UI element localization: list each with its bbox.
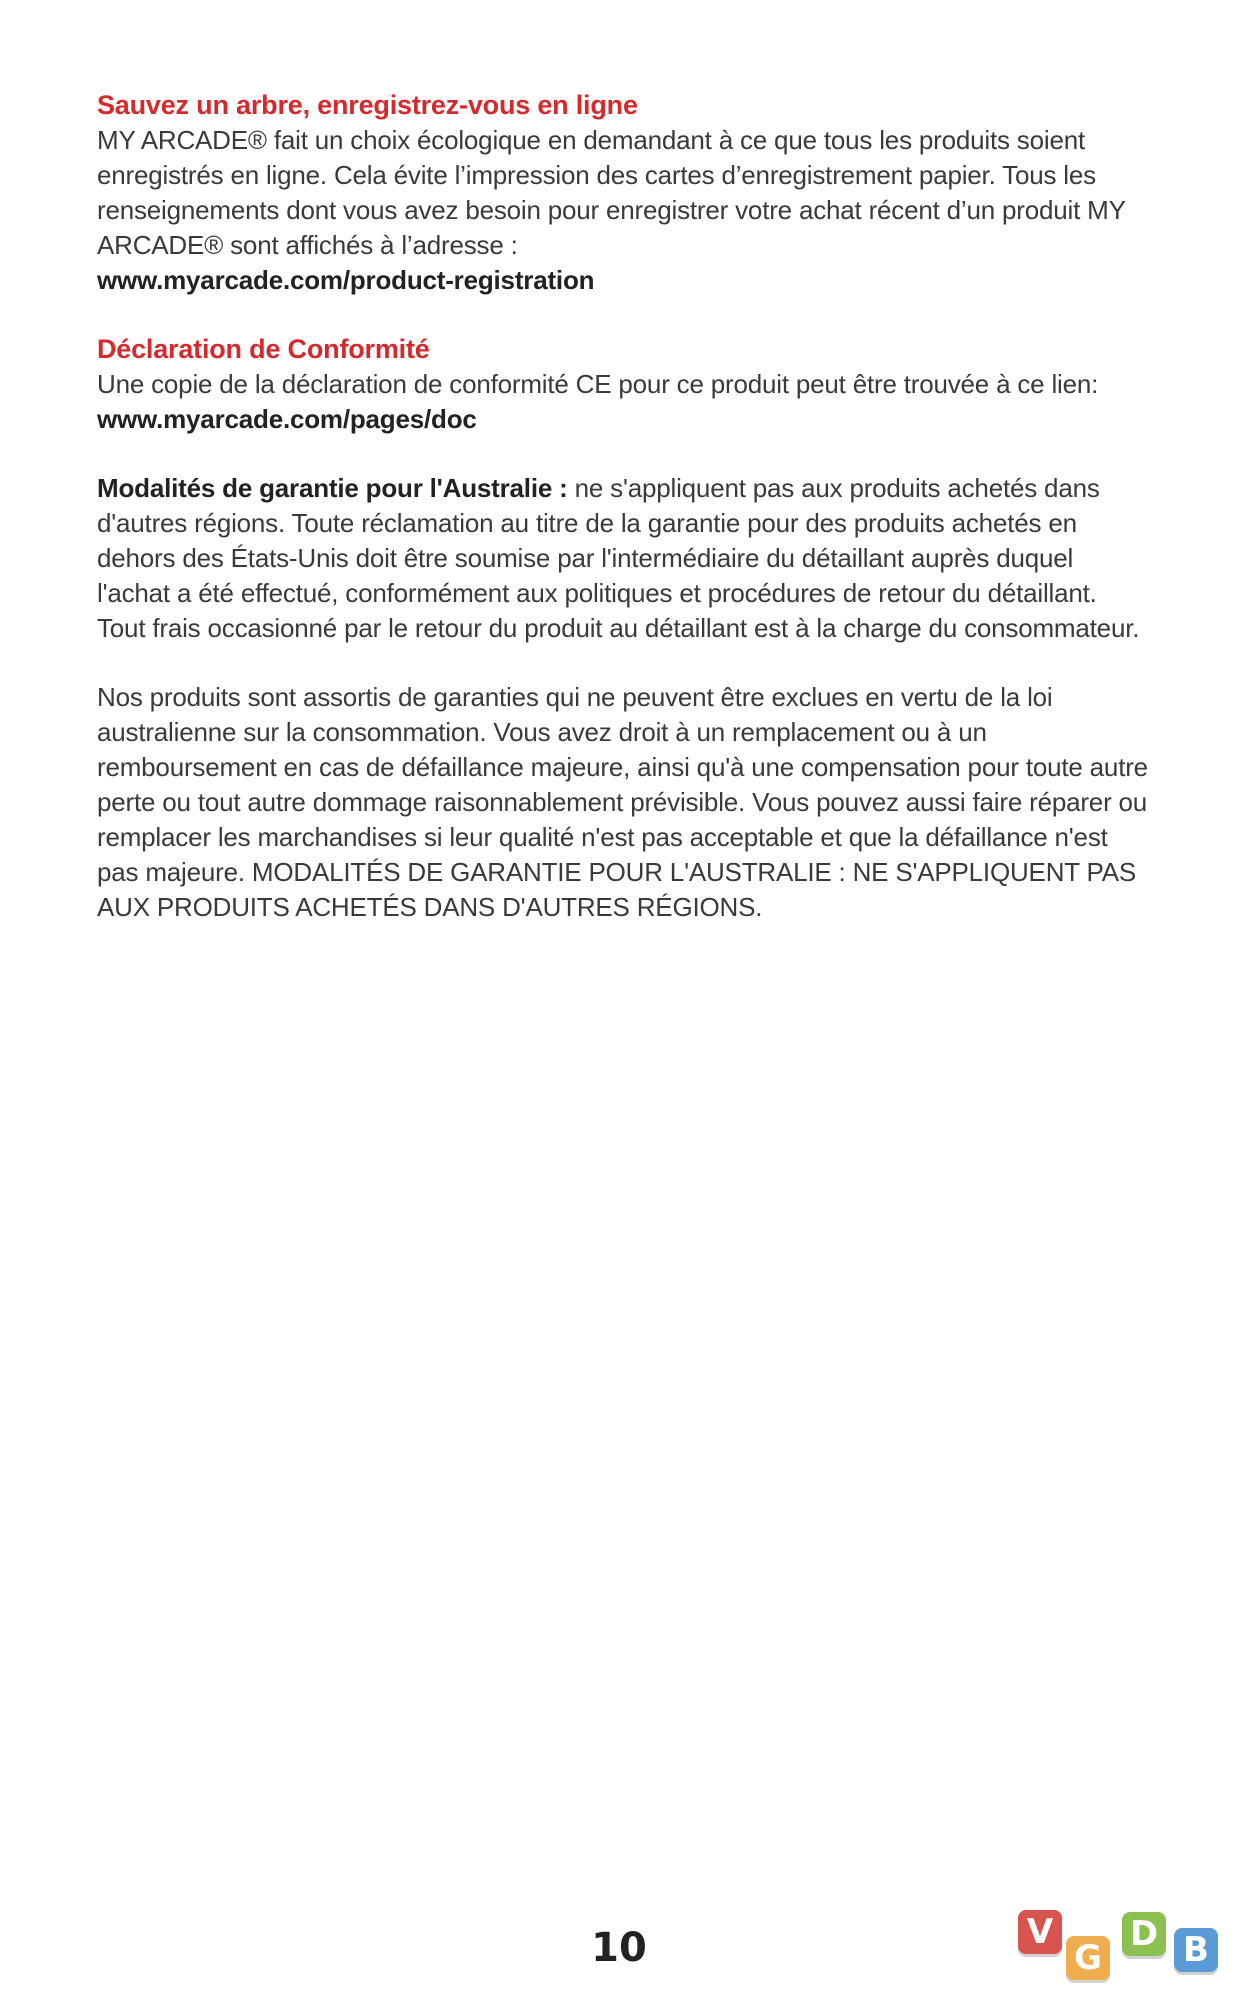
vgdb-tile-v: V bbox=[1018, 1910, 1062, 1954]
warranty-body: ne s'appliquent pas aux produits achetés dans d'autres régions. Toute réclamation au titre de la garantie pour des produits achetés en dehors des États-Unis doit être soumise par l'intermédiaire du détaillant auprès duquel l'achat a été effectué, conformément aux politiques et procédures de retour du détaillant. Tout frais occasionné par le retour du produit au détaillant est à la charge du consommateur. bbox=[97, 473, 1140, 643]
document-content bbox=[97, 88, 1149, 959]
conformity-url: www.myarcade.com/pages/doc bbox=[97, 404, 477, 434]
warranty-lead: Modalités de garantie pour l'Australie : bbox=[97, 473, 568, 503]
conformity-body: Une copie de la déclaration de conformité CE pour ce produit peut être trouvée à ce lien: bbox=[97, 369, 1099, 399]
registration-body: MY ARCADE® fait un choix écologique en demandant à ce que tous les produits soient enregistrés en ligne. Cela évite l’impression des cartes d’enregistrement papier. Tous les renseignements dont vous avez besoin pour enregistrer votre achat récent d’un produit MY ARCADE® sont affichés à l’adresse : bbox=[97, 125, 1126, 260]
warranty-paragraph-2: Nos produits sont assortis de garanties qui ne peuvent être exclues en vertu de la loi australienne sur la consommation. Vous avez droit à un remplacement ou à un remboursement en cas de défaillance majeure, ainsi qu'à une compensation pour toute autre perte ou tout autre dommage raisonnablement prévisible. Vous pouvez aussi faire réparer ou remplacer les marchandises si leur qualité n'est pas acceptable et que la défaillance n'est pas majeure. MODALITÉS DE GARANTIE POUR L'AUSTRALIE : NE S'APPLIQUENT PAS AUX PRODUITS ACHETÉS DANS D'AUTRES RÉGIONS. bbox=[97, 682, 1148, 922]
vgdb-tile-g: G bbox=[1066, 1936, 1110, 1980]
warranty-section bbox=[97, 471, 1149, 646]
conformity-section bbox=[97, 332, 1149, 437]
vgdb-watermark-logo bbox=[1018, 1906, 1228, 1986]
conformity-body-paragraph bbox=[97, 367, 1149, 437]
consumer-law-section bbox=[97, 680, 1149, 925]
vgdb-tile-b: B bbox=[1174, 1928, 1218, 1972]
conformity-heading: Déclaration de Conformité bbox=[97, 334, 430, 364]
registration-heading: Sauvez un arbre, enregistrez-vous en ligne bbox=[97, 90, 638, 120]
vgdb-tile-d: D bbox=[1122, 1912, 1166, 1956]
registration-section bbox=[97, 88, 1149, 298]
registration-url: www.myarcade.com/product-registration bbox=[97, 265, 595, 295]
page-number: 10 bbox=[591, 1925, 647, 1971]
warranty-paragraph-1 bbox=[97, 471, 1149, 646]
